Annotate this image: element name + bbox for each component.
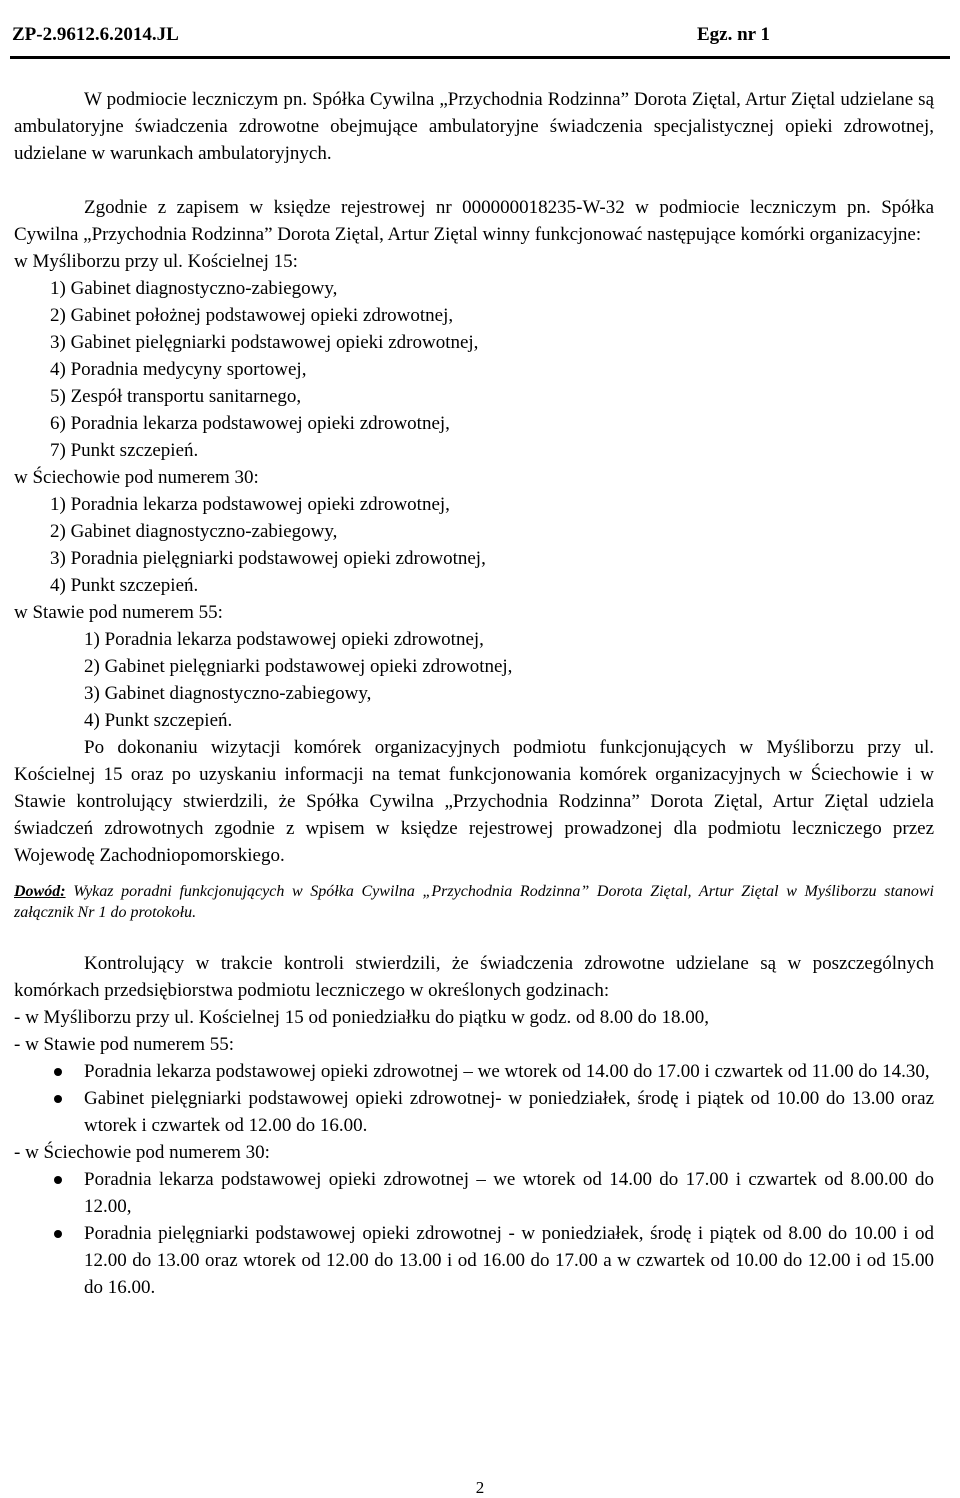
list-item: 4) Punkt szczepień. bbox=[50, 575, 199, 596]
location-title-mysliborz: w Myśliborzu przy ul. Kościelnej 15: bbox=[14, 251, 298, 272]
bullet-icon bbox=[54, 1176, 62, 1184]
list-item: 2) Gabinet położnej podstawowej opieki zdrowotnej, bbox=[50, 305, 454, 326]
list-item: Gabinet pielęgniarki podstawowej opieki zdrowotnej- w poniedziałek, środę i piątek od 10.00 do 13.00 oraz wtorek i czwartek od 12.00 do 16.00. bbox=[14, 1085, 934, 1139]
list-item: 4) Punkt szczepień. bbox=[84, 710, 233, 731]
location-title-staw: w Stawie pod numerem 55: bbox=[14, 602, 223, 623]
document-reference: ZP-2.9612.6.2014.JL bbox=[12, 24, 179, 45]
hours-mysliborz: - w Myśliborzu przy ul. Kościelnej 15 od poniedziałku do piątku w godz. od 8.00 do 18.00, bbox=[14, 1007, 709, 1028]
hours-staw-list bbox=[14, 1058, 934, 1139]
list-item: 5) Zespół transportu sanitarnego, bbox=[50, 386, 302, 407]
unit-list-sciechow bbox=[14, 491, 934, 599]
unit-list-mysliborz bbox=[14, 275, 934, 464]
conclusion-paragraph: Po dokonaniu wizytacji komórek organizacyjnych podmiotu funkcjonujących w Myśliborzu przy ul. Kościelnej 15 oraz po uzyskaniu informacji na temat funkcjonowania komórek organizacyjnych w Ściechowie i w Stawie kontrolujący stwierdzili, że Spółka Cywilna „Przychodnia Rodzinna” Dorota Ziętal, Artur Ziętal udziela świadczeń zdrowotnych zgodnie z wpisem w księdze rejestrowej prowadzonej dla podmiotu leczniczego przez Wojewodę Zachodniopomorskiego. bbox=[14, 737, 934, 866]
hours-staw-title: - w Stawie pod numerem 55: bbox=[14, 1034, 235, 1055]
list-item: 1) Poradnia lekarza podstawowej opieki zdrowotnej, bbox=[50, 494, 450, 515]
list-item: 1) Gabinet diagnostyczno-zabiegowy, bbox=[50, 278, 338, 299]
list-item: Poradnia pielęgniarki podstawowej opieki zdrowotnej - w poniedziałek, środę i piątek od 8.00 do 10.00 i od 12.00 do 13.00 oraz wtorek od 12.00 do 13.00 i od 16.00 do 17.00 a w czwartek od 10.00 do 12.00 i od 15.00 do 16.00. bbox=[14, 1220, 934, 1301]
intro-paragraph: W podmiocie leczniczym pn. Spółka Cywilna „Przychodnia Rodzinna” Dorota Ziętal, Artur Ziętal udzielane są ambulatoryjne świadczenia zdrowotne obejmujące ambulatoryjne świadczenia specjalistycznej opieki zdrowotnej, udzielane w warunkach ambulatoryjnych. bbox=[14, 89, 934, 164]
list-item: 2) Gabinet diagnostyczno-zabiegowy, bbox=[50, 521, 338, 542]
hours-intro-paragraph: Kontrolujący w trakcie kontroli stwierdzili, że świadczenia zdrowotne udzielane są w poszczególnych komórkach przedsiębiorstwa podmiotu leczniczego w określonych godzinach: bbox=[14, 953, 934, 1001]
list-item: Poradnia lekarza podstawowej opieki zdrowotnej – we wtorek od 14.00 do 17.00 i czwartek od 11.00 do 14.30, bbox=[14, 1058, 934, 1085]
page-header bbox=[0, 16, 960, 54]
evidence-note bbox=[14, 881, 934, 923]
list-item: 3) Gabinet diagnostyczno-zabiegowy, bbox=[84, 683, 372, 704]
hours-sciechow-list bbox=[14, 1166, 934, 1301]
spacer bbox=[14, 923, 934, 950]
list-item: Poradnia lekarza podstawowej opieki zdrowotnej – we wtorek od 14.00 do 17.00 i czwartek od 8.00.00 do 12.00, bbox=[14, 1166, 934, 1220]
list-item: 6) Poradnia lekarza podstawowej opieki zdrowotnej, bbox=[50, 413, 450, 434]
header-rule bbox=[10, 56, 950, 59]
spacer bbox=[14, 167, 934, 194]
registry-paragraph: Zgodnie z zapisem w księdze rejestrowej nr 000000018235-W-32 w podmiocie leczniczym pn. Spółka Cywilna „Przychodnia Rodzinna” Dorota Ziętal, Artur Ziętal winny funkcjonować następujące komórki organizacyjne: bbox=[14, 197, 934, 245]
copy-number: Egz. nr 1 bbox=[696, 24, 770, 45]
list-item: 3) Poradnia pielęgniarki podstawowej opieki zdrowotnej, bbox=[50, 548, 486, 569]
evidence-label: Dowód: bbox=[14, 883, 66, 900]
list-item: 4) Poradnia medycyny sportowej, bbox=[50, 359, 307, 380]
evidence-text: Wykaz poradni funkcjonujących w Spółka Cywilna „Przychodnia Rodzinna” Dorota Ziętal, Artur Ziętal w Myśliborzu stanowi załącznik Nr 1 do protokołu. bbox=[14, 883, 934, 921]
location-title-sciechow: w Ściechowie pod numerem 30: bbox=[14, 467, 259, 488]
unit-list-staw bbox=[14, 626, 934, 734]
bullet-icon bbox=[54, 1230, 62, 1238]
list-item: 7) Punkt szczepień. bbox=[50, 440, 199, 461]
list-item: 3) Gabinet pielęgniarki podstawowej opieki zdrowotnej, bbox=[50, 332, 479, 353]
list-item: 1) Poradnia lekarza podstawowej opieki zdrowotnej, bbox=[84, 629, 484, 650]
list-item: 2) Gabinet pielęgniarki podstawowej opieki zdrowotnej, bbox=[84, 656, 513, 677]
bullet-icon bbox=[54, 1068, 62, 1076]
hours-sciechow-title: - w Ściechowie pod numerem 30: bbox=[14, 1142, 270, 1163]
page-number: 2 bbox=[475, 1478, 485, 1497]
document-body bbox=[14, 86, 934, 1301]
bullet-icon bbox=[54, 1095, 62, 1103]
